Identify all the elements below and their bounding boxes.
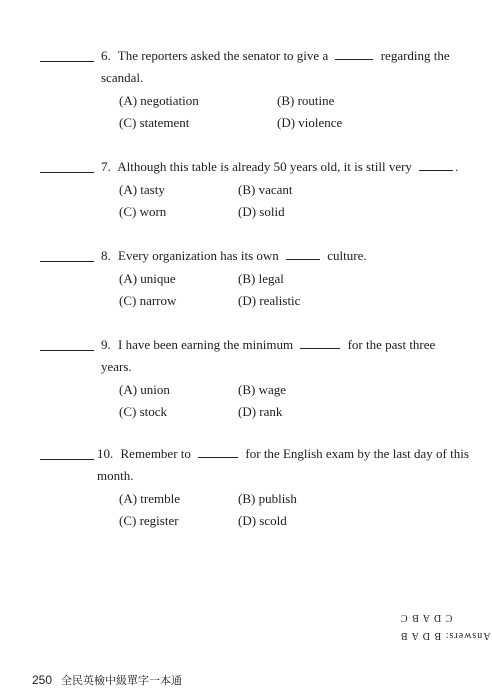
option-a[interactable]: (A) tasty <box>119 182 165 197</box>
answer-blank[interactable] <box>40 350 94 351</box>
question-text-before: Every organization has its own <box>118 248 279 263</box>
fill-blank <box>286 247 320 260</box>
option-d[interactable]: (D) scold <box>238 513 287 528</box>
fill-blank <box>198 445 238 458</box>
question-number: 6. <box>101 48 111 63</box>
option-a[interactable]: (A) union <box>119 382 170 397</box>
question-text-before: Remember to <box>120 446 191 461</box>
option-a[interactable]: (A) negotiation <box>119 93 199 108</box>
question-text-after: culture. <box>327 248 367 263</box>
option-b[interactable]: (B) vacant <box>238 182 293 197</box>
fill-blank <box>300 336 340 349</box>
question-text-after: for the English exam by the last day of this month. <box>97 446 469 483</box>
question-number: 9. <box>101 337 111 352</box>
answer-key <box>400 608 490 644</box>
question-text <box>101 45 477 89</box>
fill-blank <box>419 158 453 171</box>
question-text-before: Although this table is already 50 years old, it is still very <box>117 159 412 174</box>
answer-key-line-2: C D A B C <box>400 612 453 623</box>
option-a[interactable]: (A) unique <box>119 271 176 286</box>
option-c[interactable]: (C) worn <box>119 204 167 219</box>
question-number: 10. <box>97 446 114 461</box>
option-d[interactable]: (D) violence <box>277 115 343 130</box>
answer-blank[interactable] <box>40 261 94 262</box>
question-text-after: for the past three years. <box>101 337 436 374</box>
answer-blank[interactable] <box>40 459 94 460</box>
option-d[interactable]: (D) realistic <box>238 293 301 308</box>
question-text-after: regarding the scandal. <box>101 48 450 85</box>
question-text <box>101 334 441 378</box>
question-text <box>97 443 482 487</box>
book-title: 全民英檢中級單字一本通 <box>61 674 183 687</box>
page-footer <box>32 672 182 688</box>
question-number: 8. <box>101 248 111 263</box>
question-text-before: The reporters asked the senator to give a <box>117 48 329 63</box>
answer-blank[interactable] <box>40 61 94 62</box>
option-d[interactable]: (D) rank <box>238 404 283 419</box>
option-b[interactable]: (B) wage <box>238 382 287 397</box>
fill-blank <box>335 47 373 60</box>
page-number: 250 <box>32 673 53 687</box>
question-text <box>101 245 477 267</box>
option-b[interactable]: (B) legal <box>238 271 284 286</box>
option-c[interactable]: (C) stock <box>119 404 168 419</box>
option-a[interactable]: (A) tremble <box>119 491 181 506</box>
option-c[interactable]: (C) register <box>119 513 179 528</box>
option-b[interactable]: (B) routine <box>277 93 335 108</box>
option-b[interactable]: (B) publish <box>238 491 297 506</box>
answer-key-line-1: Answers: B D A B <box>400 630 491 641</box>
option-d[interactable]: (D) solid <box>238 204 285 219</box>
question-text-before: I have been earning the minimum <box>118 337 294 352</box>
question-number: 7. <box>101 159 111 174</box>
answer-blank[interactable] <box>40 172 94 173</box>
question-text <box>101 156 486 178</box>
question-text-after: . <box>455 159 459 174</box>
option-c[interactable]: (C) statement <box>119 115 190 130</box>
option-c[interactable]: (C) narrow <box>119 293 177 308</box>
